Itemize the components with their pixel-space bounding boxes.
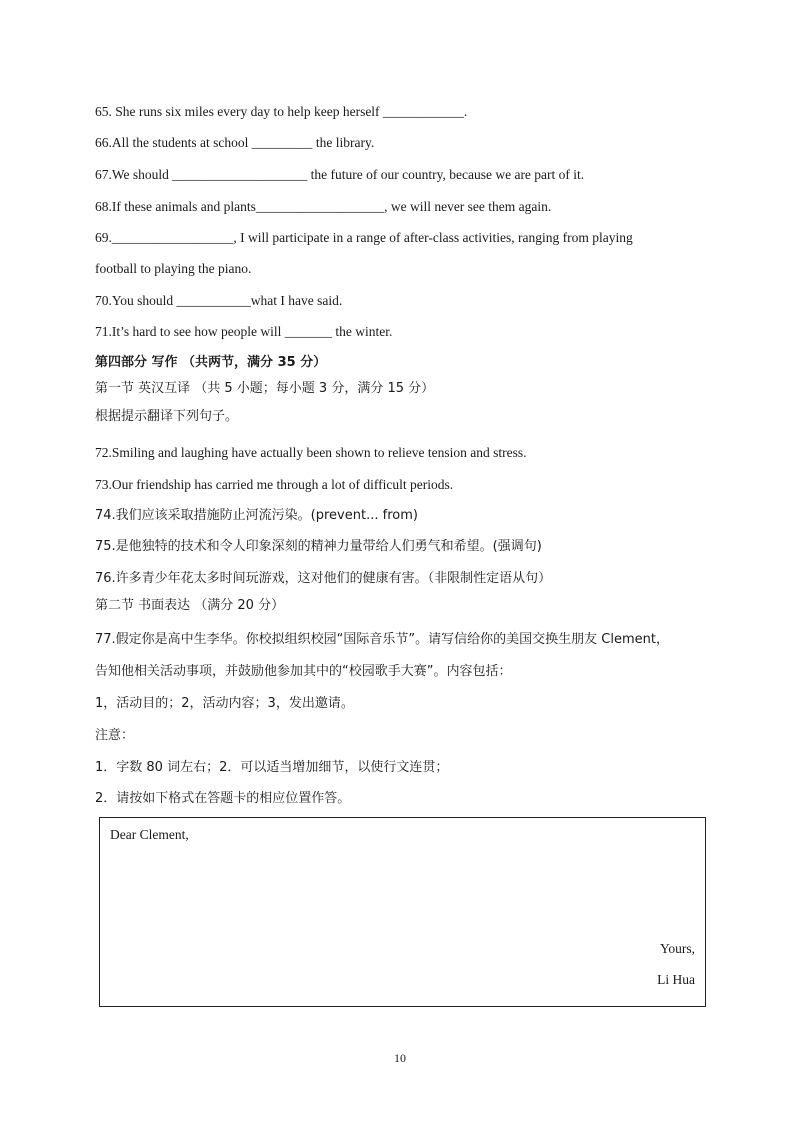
question-70: 70.You should ___________what I have said.	[95, 293, 343, 308]
question-66: 66.All the students at school _________ the library.	[95, 135, 375, 150]
question-77-line1: 77.假定你是高中生李华。你校拟组织校园“国际音乐节”。请写信给你的美国交换生朋友 Clement，	[95, 632, 669, 647]
question-71: 71.It’s hard to see how people will _______ the winter.	[95, 324, 393, 339]
letter-greeting: Dear Clement,	[110, 827, 189, 842]
note-1: 1．字数 80 词左右；2．可以适当增加细节，以使行文连贯；	[95, 760, 449, 775]
question-72: 72.Smiling and laughing have actually been shown to relieve tension and stress.	[95, 445, 527, 460]
section1-instruction: 根据提示翻译下列句子。	[95, 409, 239, 424]
question-68: 68.If these animals and plants___________________, we will never see them again.	[95, 199, 552, 214]
page-number: 10	[394, 1051, 406, 1065]
question-74: 74.我们应该采取措施防止河流污染。(prevent... from)	[95, 508, 418, 523]
question-67: 67.We should ____________________ the future of our country, because we are part of it.	[95, 167, 585, 182]
letter-signature: Li Hua	[657, 972, 695, 987]
question-73: 73.Our friendship has carried me through a lot of difficult periods.	[95, 477, 454, 492]
section1-title: 第一节 英汉互译 （共 5 小题；每小题 3 分，满分 15 分）	[95, 381, 435, 396]
question-69-cont: football to playing the piano.	[95, 261, 252, 276]
question-75: 75.是他独特的技术和令人印象深刻的精神力量带给人们勇气和希望。(强调句)	[95, 539, 542, 554]
section2-title: 第二节 书面表达 （满分 20 分）	[95, 598, 285, 613]
note-2: 2．请按如下格式在答题卡的相应位置作答。	[95, 791, 351, 806]
question-76: 76.许多青少年花太多时间玩游戏，这对他们的健康有害。（非限制性定语从句）	[95, 571, 552, 586]
question-69: 69.__________________, I will participate in a range of after-class activities, ranging from playing	[95, 230, 633, 245]
letter-closing: Yours,	[659, 941, 695, 956]
notes-label: 注意：	[95, 728, 135, 743]
question-77-requirements: 1，活动目的；2，活动内容；3，发出邀请。	[95, 696, 354, 711]
letter-answer-box	[99, 817, 706, 1007]
question-77-line2: 告知他相关活动事项，并鼓励他参加其中的“校园歌手大赛”。内容包括：	[95, 664, 512, 679]
part4-title: 第四部分 写作 （共两节，满分 35 分）	[95, 355, 327, 370]
question-65: 65. She runs six miles every day to help keep herself ____________.	[95, 104, 468, 119]
